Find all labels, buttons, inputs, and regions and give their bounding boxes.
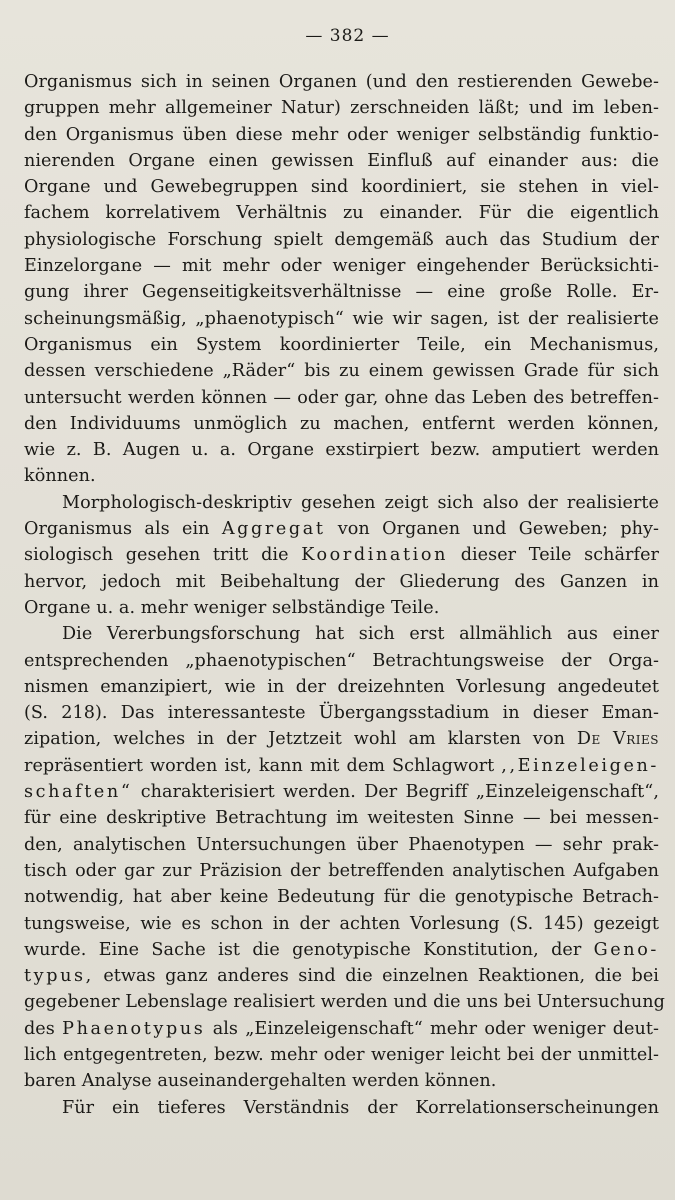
text-line (24, 542, 659, 568)
text-line (24, 779, 659, 805)
page-number: — 382 — (305, 26, 390, 46)
text-run: charakterisiert werden. Der Begriff „Einzeleigenschaft“, (140, 782, 659, 803)
text-run: siologisch gesehen tritt die (24, 545, 289, 566)
text-line: Morphologisch-deskriptiv gesehen zeigt sich also der realisierte (62, 492, 659, 513)
text-run: etwas ganz anderes sind die einzelnen Reaktionen, die bei (103, 966, 659, 987)
emphasis-genotypus-cont: typus, (24, 966, 94, 987)
text-run: repräsentiert worden ist, kann mit dem Schlagwort (24, 755, 495, 776)
text-line: den Organismus üben diese mehr oder weniger selbständig funktio- (24, 124, 659, 145)
text-line: Organismus ein System koordinierter Teile, ein Mechanismus, (24, 334, 659, 355)
text-line: den, analytischen Untersuchungen über Phaenotypen — sehr prak- (24, 834, 659, 855)
text-line: tungsweise, wie es schon in der achten Vorlesung (S. 145) gezeigt (24, 913, 659, 934)
text-line (24, 937, 659, 963)
paragraph-4 (24, 1095, 659, 1121)
text-line: Für ein tieferes Verständnis der Korrelationserscheinungen (62, 1097, 659, 1118)
text-line: (S. 218). Das interessanteste Übergangsstadium in dieser Eman- (24, 703, 659, 724)
emphasis-einzeleigenschaften: ,,Einzeleigen- (501, 755, 659, 776)
text-run: des (24, 1018, 55, 1039)
text-line: wie z. B. Augen u. a. Organe exstirpiert bezw. amputiert werden (24, 440, 659, 461)
emphasis-phaenotypus: Phaenotypus (62, 1018, 206, 1039)
text-line (24, 1016, 659, 1042)
text-line: den Individuums unmöglich zu machen, entfernt werden können, (24, 413, 659, 434)
text-line: können. (24, 466, 96, 487)
text-line: Einzelorgane — mit mehr oder weniger eingehender Berücksichti- (24, 256, 659, 277)
text-line: Organe und Gewebegruppen sind koordiniert, sie stehen in viel- (24, 177, 659, 198)
text-line: Organe u. a. mehr weniger selbständige Teile. (24, 597, 440, 618)
text-line: fachem korrelativem Verhältnis zu einander. Für die eigentlich (24, 203, 659, 224)
text-line: gegebener Lebenslage realisiert werden und die uns bei Untersuchung (24, 992, 665, 1013)
text-line: untersucht werden können — oder gar, ohne das Leben des betreffen- (24, 387, 659, 408)
emphasis-genotypus: Geno- (593, 939, 659, 960)
text-line: gung ihrer Gegenseitigkeitsverhältnisse — eine große Rolle. Er- (24, 282, 659, 303)
emphasis-einzeleigenschaften-cont: schaften“ (24, 782, 133, 803)
text-line: hervor, jedoch mit Beibehaltung der Gliederung des Ganzen in (24, 571, 659, 592)
author-name-de-vries: De Vries (576, 729, 660, 750)
text-line: Die Vererbungsforschung hat sich erst allmählich aus einer (62, 624, 659, 645)
emphasis-koordination: Koordination (301, 545, 449, 566)
text-line (24, 963, 659, 989)
text-line: dessen verschiedene „Räder“ bis zu einem gewissen Grade für sich (24, 361, 659, 382)
text-run: als „Einzeleigenschaft“ mehr oder weniger deut- (212, 1018, 659, 1039)
text-line: für eine deskriptive Betrachtung im weitesten Sinne — bei messen- (24, 808, 659, 829)
text-line: Organismus sich in seinen Organen (und den restierenden Gewebe- (24, 72, 659, 92)
text-line: tisch oder gar zur Präzision der betreffenden analytischen Aufgaben (24, 860, 659, 881)
text-line: gruppen mehr allgemeiner Natur) zerschneiden läßt; und im leben- (24, 98, 659, 119)
text-line (24, 753, 659, 779)
text-line: entsprechenden „phaenotypischen“ Betrachtungsweise der Orga- (24, 650, 659, 671)
text-line: scheinungsmäßig, „phaenotypisch“ wie wir sagen, ist der realisierte (24, 308, 659, 329)
text-line: baren Analyse auseinandergehalten werden können. (24, 1071, 497, 1092)
text-line: nierenden Organe einen gewissen Einfluß auf einander aus: die (24, 150, 659, 171)
paragraph-3 (24, 621, 665, 1094)
text-line: physiologische Forschung spielt demgemäß auch das Studium der (24, 229, 659, 250)
text-run: dieser Teile schärfer (460, 545, 659, 566)
text-line: notwendig, hat aber keine Bedeutung für die genotypische Betrach- (24, 887, 659, 908)
emphasis-aggregat: Aggregat (221, 519, 326, 540)
text-line: lich entgegentreten, bezw. mehr oder weniger leicht bei der unmittel- (24, 1044, 659, 1065)
text-line: nismen emanzipiert, wie in der dreizehnten Vorlesung angedeutet (24, 676, 659, 697)
text-run: von Organen und Geweben; phy- (337, 519, 659, 540)
text-line (24, 516, 659, 542)
text-run: Organismus als ein (24, 519, 210, 540)
paragraph-2 (24, 490, 659, 621)
text-run: zipation, welches in der Jetztzeit wohl am klarsten von (24, 729, 565, 750)
text-run: wurde. Eine Sache ist die genotypische Konstitution, der (24, 939, 582, 960)
paragraph-1 (24, 69, 659, 490)
text-line (24, 726, 659, 752)
